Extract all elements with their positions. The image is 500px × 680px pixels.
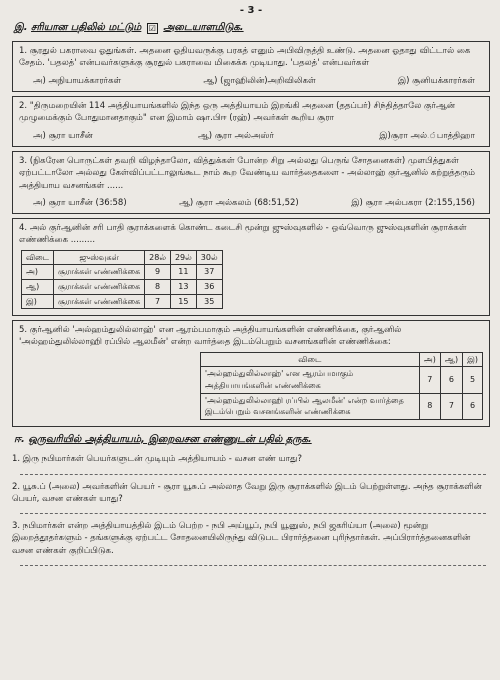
option-c[interactable]: இ)சூரா அல்.்பாத்திஹா bbox=[379, 130, 475, 141]
table-header: விடை bbox=[22, 250, 54, 265]
cell-value: 13 bbox=[170, 279, 196, 294]
table-header: 28ல் bbox=[145, 250, 171, 265]
table-header: ஆ) bbox=[440, 352, 462, 367]
row-label: அ) bbox=[22, 265, 54, 280]
table-row[interactable] bbox=[22, 279, 223, 294]
cell-value: 5 bbox=[463, 367, 483, 393]
option-a[interactable]: அ) சூரா யாசீன் bbox=[33, 130, 93, 141]
short-question-3 bbox=[12, 520, 490, 566]
question-4-text: 4. அல் குர்ஆனின் சரி பாதி சூராக்களைக் கொண்ட கடைசி மூன்று ஜுஸ்வுகளில் - ஒவ்வொரு ஜுஸ்வுகளின் சூராக்கள் எண்ணிக்கை ......... bbox=[19, 223, 467, 246]
row-desc: 'அல்ஹம்துலில்லாஹ்' என ஆரம்பமாகும் அத்தியாயங்களின் எண்ணிக்கை bbox=[200, 367, 419, 393]
section-i-prefix: இ. bbox=[14, 21, 28, 33]
cell-value: 35 bbox=[196, 294, 222, 309]
question-2-text: 2. "திருமறையின் 114 அத்தியாயங்களில் இந்த ஒரு அத்தியாயம் இறங்கி அதனை (ததப்பர்) சிந்தித்தாலே குர்ஆன் முழுமைக்கும் போதுமானதாகும்" என இமாம் ஷா.பிஈ (ரஹ்) அவர்கள் கூறிய சூரா bbox=[19, 100, 455, 124]
section-i-title-a: சரியான பதிலில் மட்டும் bbox=[31, 21, 142, 33]
question-5-text: 5. குர்ஆனில் 'அல்ஹம்துலில்லாஹ்' என ஆரம்பமாகும் அத்தியாயங்களின் எண்ணிக்கை, குர்ஆனில் 'அல்ஹம்துலில்லாஹி ரப்பில் ஆலமீன்' என்ற வார்த்தை இடம்பெறும் வசனங்களின் எண்ணிக்கை: bbox=[19, 325, 402, 348]
answer-line[interactable] bbox=[20, 557, 486, 566]
section-i-heading bbox=[14, 21, 490, 36]
cell-value: 7 bbox=[145, 294, 171, 309]
table-row[interactable] bbox=[22, 265, 223, 280]
table-header: அ) bbox=[419, 352, 440, 367]
cell-value: 8 bbox=[145, 279, 171, 294]
option-c[interactable]: இ) சூனியக்காரர்கள் bbox=[397, 75, 475, 86]
question-5-table bbox=[200, 352, 483, 420]
question-5 bbox=[12, 320, 490, 427]
checkbox-icon: ☑ bbox=[148, 23, 156, 33]
row-label: ஆ) bbox=[22, 279, 54, 294]
answer-line[interactable] bbox=[20, 466, 486, 475]
question-4-table bbox=[21, 250, 223, 309]
question-3 bbox=[12, 151, 490, 214]
row-desc: சூராக்கள் எண்ணிக்கை bbox=[54, 265, 145, 280]
table-row[interactable] bbox=[200, 367, 482, 393]
short-question-2-text: 2. யூசு.ப் (அலை) அவர்களின் பெயர் - சூரா யூசு.ப் அல்லாத வேறு இரு சூராக்களில் இடம் பெற்றுள்ளது. அந்த சூராக்களின் பெயர், வசன எண்கள் யாது? bbox=[12, 481, 482, 504]
question-2 bbox=[12, 96, 490, 147]
table-row[interactable] bbox=[200, 393, 482, 419]
cell-value: 11 bbox=[170, 265, 196, 280]
table-header: இ) bbox=[463, 352, 483, 367]
short-question-1 bbox=[12, 453, 490, 474]
question-3-text: 3. (நிகரேன பொருட்கள் தவறி விழந்தாலோ, வித்துக்கள் போன்ற சிறு அல்லது பெருங் சோதனைகள்) முளபித்துகள் ஏற்பட்டாலோ அல்லது கேள்விப்பட்டாலுங்கூட நாம் கூற வேண்டிய வார்த்தைகளை - அல்லாஹ் குர்ஆனில் கற்றுத்தரும் அத்தியாய வசனங்கள் ...... bbox=[19, 155, 475, 191]
section-i-title-b: அடையாளமிடுக. bbox=[163, 21, 244, 33]
table-header-row bbox=[22, 250, 223, 265]
cell-value: 7 bbox=[419, 367, 440, 393]
cell-value: 36 bbox=[196, 279, 222, 294]
row-label: இ) bbox=[22, 294, 54, 309]
cell-value: 9 bbox=[145, 265, 171, 280]
cell-value: 7 bbox=[440, 393, 462, 419]
short-question-3-text: 3. நபிமார்கள் என்ற அத்தியாயத்தில் இடம் பெற்ற - நபி அய்யூப், நபி யூனுஸ், நபி ஜகரிய்யா (அலை) மூன்று இறைத்தூதர்களும் - தங்களுக்கு ஏற்பட்ட சோதனையிலிருந்து விடுபட பிரார்த்தனை புரிந்தார்கள். அப்பிரார்த்தனைகளின் வசன எண்கள் குறிப்பிடுக. bbox=[12, 521, 471, 556]
option-c[interactable]: இ) சூரா அல்பகரா (2:155,156) bbox=[351, 197, 475, 208]
row-desc: சூராக்கள் எண்ணிக்கை bbox=[54, 279, 145, 294]
question-2-options bbox=[19, 128, 483, 142]
question-1-text: 1. சூரதுல் பகராவை ஓதுங்கள். அதனை ஓதியவருக்கு பரகத் எனும் அபிவிருத்தி உண்டு. அதனை ஓதாது விட்டால் கை சேதம். 'பதலத்' என்பவர்களுக்கு சூரதுல் பகராவை மிகைக்க முடியாது. 'பதலத்' என்பவர்கள் bbox=[19, 46, 471, 69]
option-b[interactable]: ஆ) சூரா அல்கலம் (68:51,52) bbox=[179, 197, 299, 208]
question-1 bbox=[12, 41, 490, 92]
option-b[interactable]: ஆ) சூரா அல்அஸ்ர் bbox=[198, 130, 275, 141]
option-b[interactable]: ஆ) (ஜாஹிலின்)அறிவிலிகள் bbox=[203, 75, 316, 86]
answer-line[interactable] bbox=[20, 505, 486, 514]
table-row[interactable] bbox=[22, 294, 223, 309]
option-a[interactable]: அ) அநியாயக்காரர்கள் bbox=[33, 75, 122, 86]
table-header: ஜுஸ்வுகள் bbox=[54, 250, 145, 265]
question-3-options bbox=[19, 195, 483, 209]
question-4 bbox=[12, 218, 490, 316]
short-question-2 bbox=[12, 481, 490, 515]
question-1-options bbox=[19, 73, 483, 87]
cell-value: 8 bbox=[419, 393, 440, 419]
section-ii-prefix: ஈ. bbox=[14, 433, 25, 445]
section-ii-heading bbox=[14, 433, 490, 448]
section-ii-title: ஒருவரியில் அத்தியாயம், இறைவசன எண்ணுடன் பதில் தருக. bbox=[28, 433, 312, 445]
table-header: 30ல் bbox=[196, 250, 222, 265]
option-a[interactable]: அ) சூரா யாசீன் (36:58) bbox=[33, 197, 127, 208]
cell-value: 6 bbox=[463, 393, 483, 419]
row-desc: சூராக்கள் எண்ணிக்கை bbox=[54, 294, 145, 309]
table-header-row bbox=[200, 352, 482, 367]
page-number: - 3 - bbox=[239, 5, 263, 16]
table-header: 29ல் bbox=[170, 250, 196, 265]
cell-value: 6 bbox=[440, 367, 462, 393]
cell-value: 15 bbox=[170, 294, 196, 309]
short-question-1-text: 1. இரு நபிமார்கள் பெயர்களுடன் முடியும் அத்தியாயம் - வசன எண் யாது? bbox=[12, 454, 303, 465]
row-desc: 'அல்ஹம்துலில்லாஹி ரப்பில் ஆலமீன்' என்ற வார்த்தை இடம்பெறும் வசனங்களின் எண்ணிக்கை bbox=[200, 393, 419, 419]
table-header: விடை bbox=[200, 352, 419, 367]
cell-value: 37 bbox=[196, 265, 222, 280]
